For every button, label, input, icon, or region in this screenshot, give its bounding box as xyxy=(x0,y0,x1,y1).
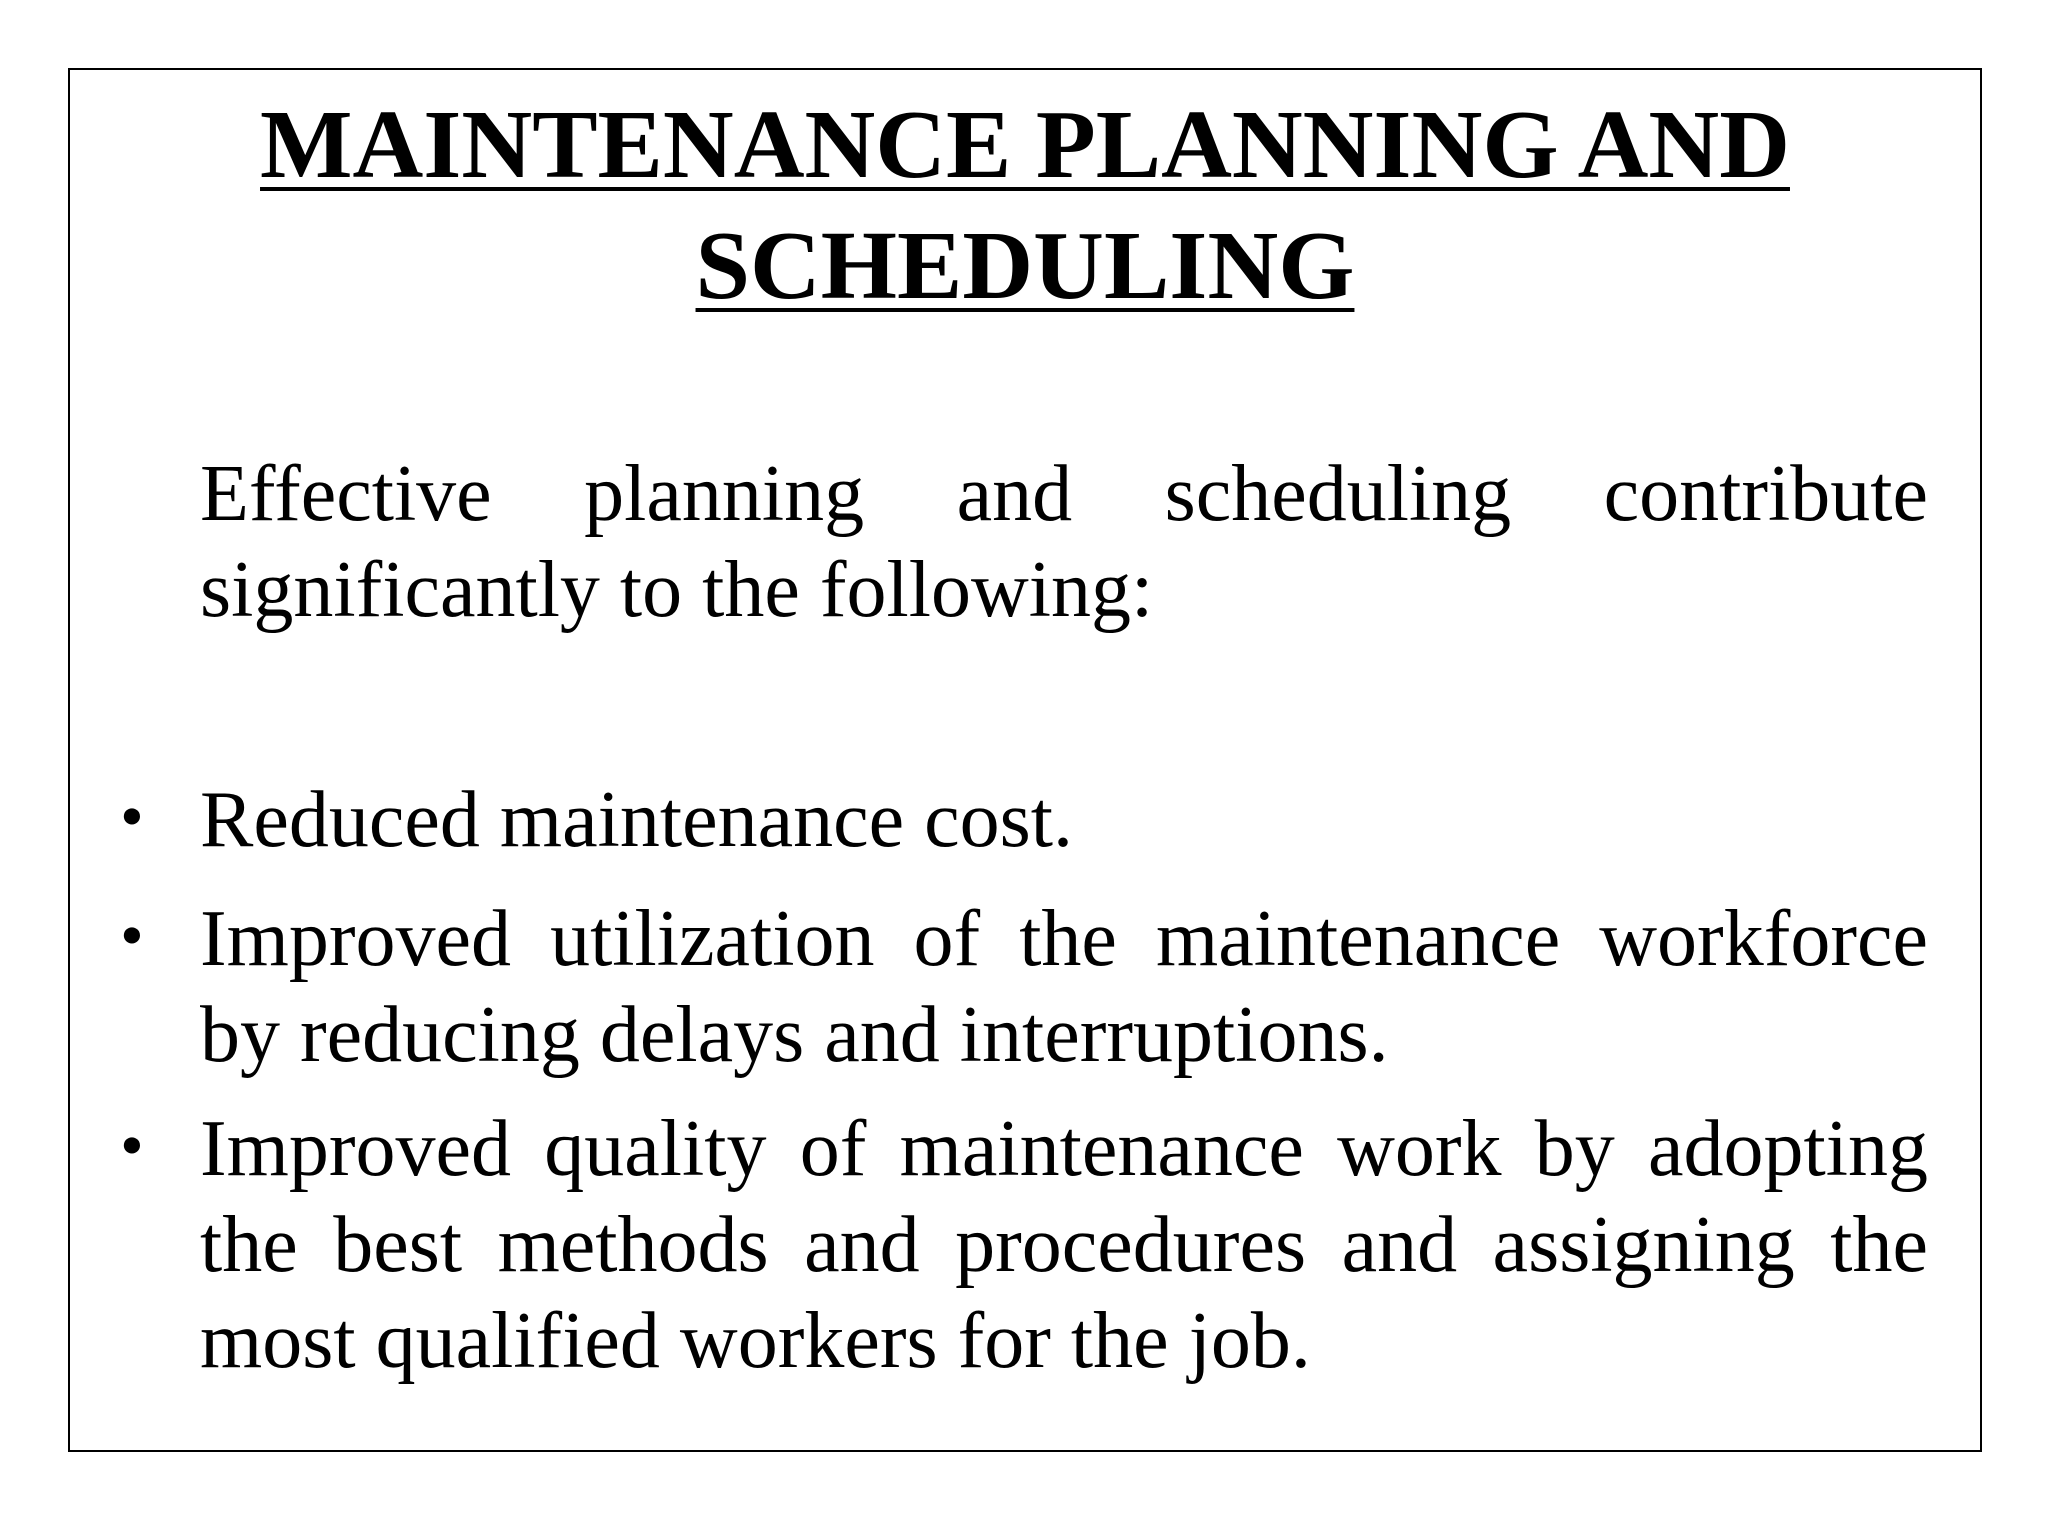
bullet-point-3: • xyxy=(120,1107,144,1183)
bullet-point-2: • xyxy=(120,897,144,973)
list-item-3: Improved quality of maintenance work by adopting the best methods and procedures and assigning the most qualified workers for the job. xyxy=(200,1105,1928,1385)
list-item-1: Reduced maintenance cost. xyxy=(200,776,1073,864)
list-item-2: Improved utilization of the maintenance workforce by reducing delays and interruptions. xyxy=(200,895,1928,1079)
slide-title-line-1: MAINTENANCE PLANNING AND xyxy=(260,91,1790,199)
intro-paragraph: Effective planning and scheduling contribute significantly to the following: xyxy=(200,450,1928,634)
bullet-point-1: • xyxy=(120,778,144,854)
slide-title-line-2: SCHEDULING xyxy=(695,212,1355,320)
